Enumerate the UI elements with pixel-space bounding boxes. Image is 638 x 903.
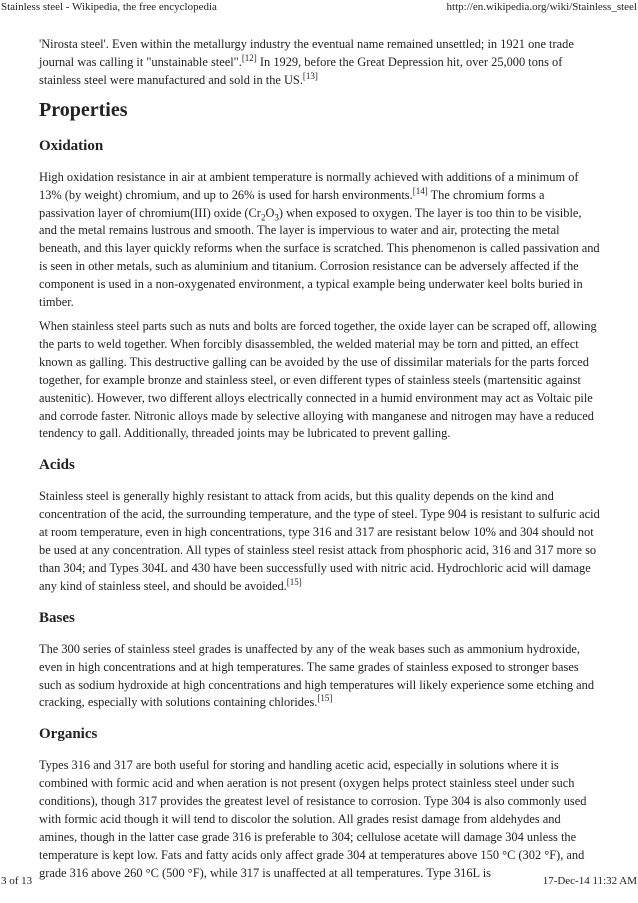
citation-13[interactable]: [13] [302,70,318,81]
oxidation-heading: Oxidation [39,137,104,154]
citation-14[interactable]: [14] [412,185,428,196]
subscript-3: 3 [274,212,279,222]
bases-paragraph [39,641,601,713]
oxidation-paragraph-1 [39,169,601,312]
subscript-2: 2 [260,212,266,222]
oxidation-text-2: The chromium forms a passivation layer of chromium(III) oxide (Cr [39,187,545,220]
properties-heading: Properties [39,98,128,121]
intro-text-1: 'Nirosta steel'. Even within the metallurgy industry the eventual name remained unsettled; in 1921 one trade journal was calling it "unstainable steel". [39,37,574,69]
print-datetime: 17-Dec-14 11:32 AM [542,875,637,887]
acids-heading: Acids [39,457,75,474]
citation-15-acids[interactable]: [15] [286,576,302,587]
organics-heading: Organics [39,726,98,743]
citation-12[interactable]: [12] [241,52,257,63]
page-title-header: Stainless steel - Wikipedia, the free encyclopedia [1,1,217,13]
acids-paragraph [39,488,601,595]
acids-text: Stainless steel is generally highly resistant to attack from acids, but this quality depends on the kind and concentration of the acid, the surrounding temperature, and the type of steel. Type 904 is resistant to sulfuric acid at room temperature, even in high concentrations, type 316 and 317 are resistant below 10% and 304 should not be used at any concentration. All types of stainless steel resist attack from phosphoric acid, 316 and 317 more so than 304; and Types 304L and 430 have been successfully used with nitric acid. Hydrochloric acid will damage any kind of stainless steel, and should be avoided. [39,489,600,593]
oxidation-text-4: ) when exposed to oxygen. The layer is too thin to be visible, and the metal remains lustrous and smooth. The layer is impervious to water and air, protecting the metal beneath, and this layer quickly reforms when the surface is scratched. This phenomenon is called passivation and is seen in other metals, such as aluminium and titanium. Corrosion resistance can be adversely affected if the component is used in a non-oxygenated environment, a typical example being underwater keel bolts buried in timber. [39,205,600,310]
page-number: 3 of 13 [1,875,33,887]
intro-text-2: In 1929, before the Great Depression hit, over 25,000 tons of stainless steel were manufactured and sold in the US. [39,54,563,87]
print-header [0,1,638,15]
bases-heading: Bases [39,609,75,626]
oxidation-text-3: O [265,205,275,220]
oxidation-paragraph-2: When stainless steel parts such as nuts and bolts are forced together, the oxide layer can be scraped off, allowing the parts to weld together. When forcibly disassembled, the welded material may be torn and pitted, an effect known as galling. This destructive galling can be avoided by the use of dissimilar materials for the parts forced together, for example bronze and stainless steel, or even different types of stainless steels (martensitic against austenitic). However, two different alloys electrically connected in a humid environment may act as Voltaic pile and corrode faster. Nitronic alloys made by selective alloying with manganese and nitrogen may have a reduced tendency to gall. Additionally, threaded joints may be lubricated to prevent galling. [39,318,597,441]
page-url[interactable]: http://en.wikipedia.org/wiki/Stainless_steel [446,1,637,13]
print-footer [0,875,638,889]
article-content [39,36,601,883]
bases-text: The 300 series of stainless steel grades is unaffected by any of the weak bases such as ammonium hydroxide, even in high concentrations and at high temperatures. The same grades of stainless exposed to stronger bases such as sodium hydroxide at high concentrations and high temperatures will likely experience some etching and cracking, especially with solutions containing chlorides. [39,641,595,710]
oxidation-text-1: High oxidation resistance in air at ambient temperature is normally achieved with additions of a minimum of 13% (by weight) chromium, and up to 26% is used for harsh environments. [39,169,579,202]
intro-paragraph [39,36,601,90]
organics-paragraph: Types 316 and 317 are both useful for storing and handling acetic acid, especially in solutions where it is combined with formic acid and when aeration is not present (oxygen helps protect stainless steel under such conditions), though 317 provides the greatest level of resistance to corrosion. Type 304 is also commonly used with formic acid though it will tend to discolor the solution. All grades resist damage from aldehydes and amines, though in the latter case grade 316 is preferable to 304; cellulose acetate will damage 304 unless the temperature is kept low. Fats and fatty acids only affect grade 304 at temperatures above 150 °C (302 °F), and grade 316 above 260 °C (500 °F), while 317 is unaffected at all temperatures. Type 316L is [39,758,587,880]
citation-15-bases[interactable]: [15] [317,693,333,704]
